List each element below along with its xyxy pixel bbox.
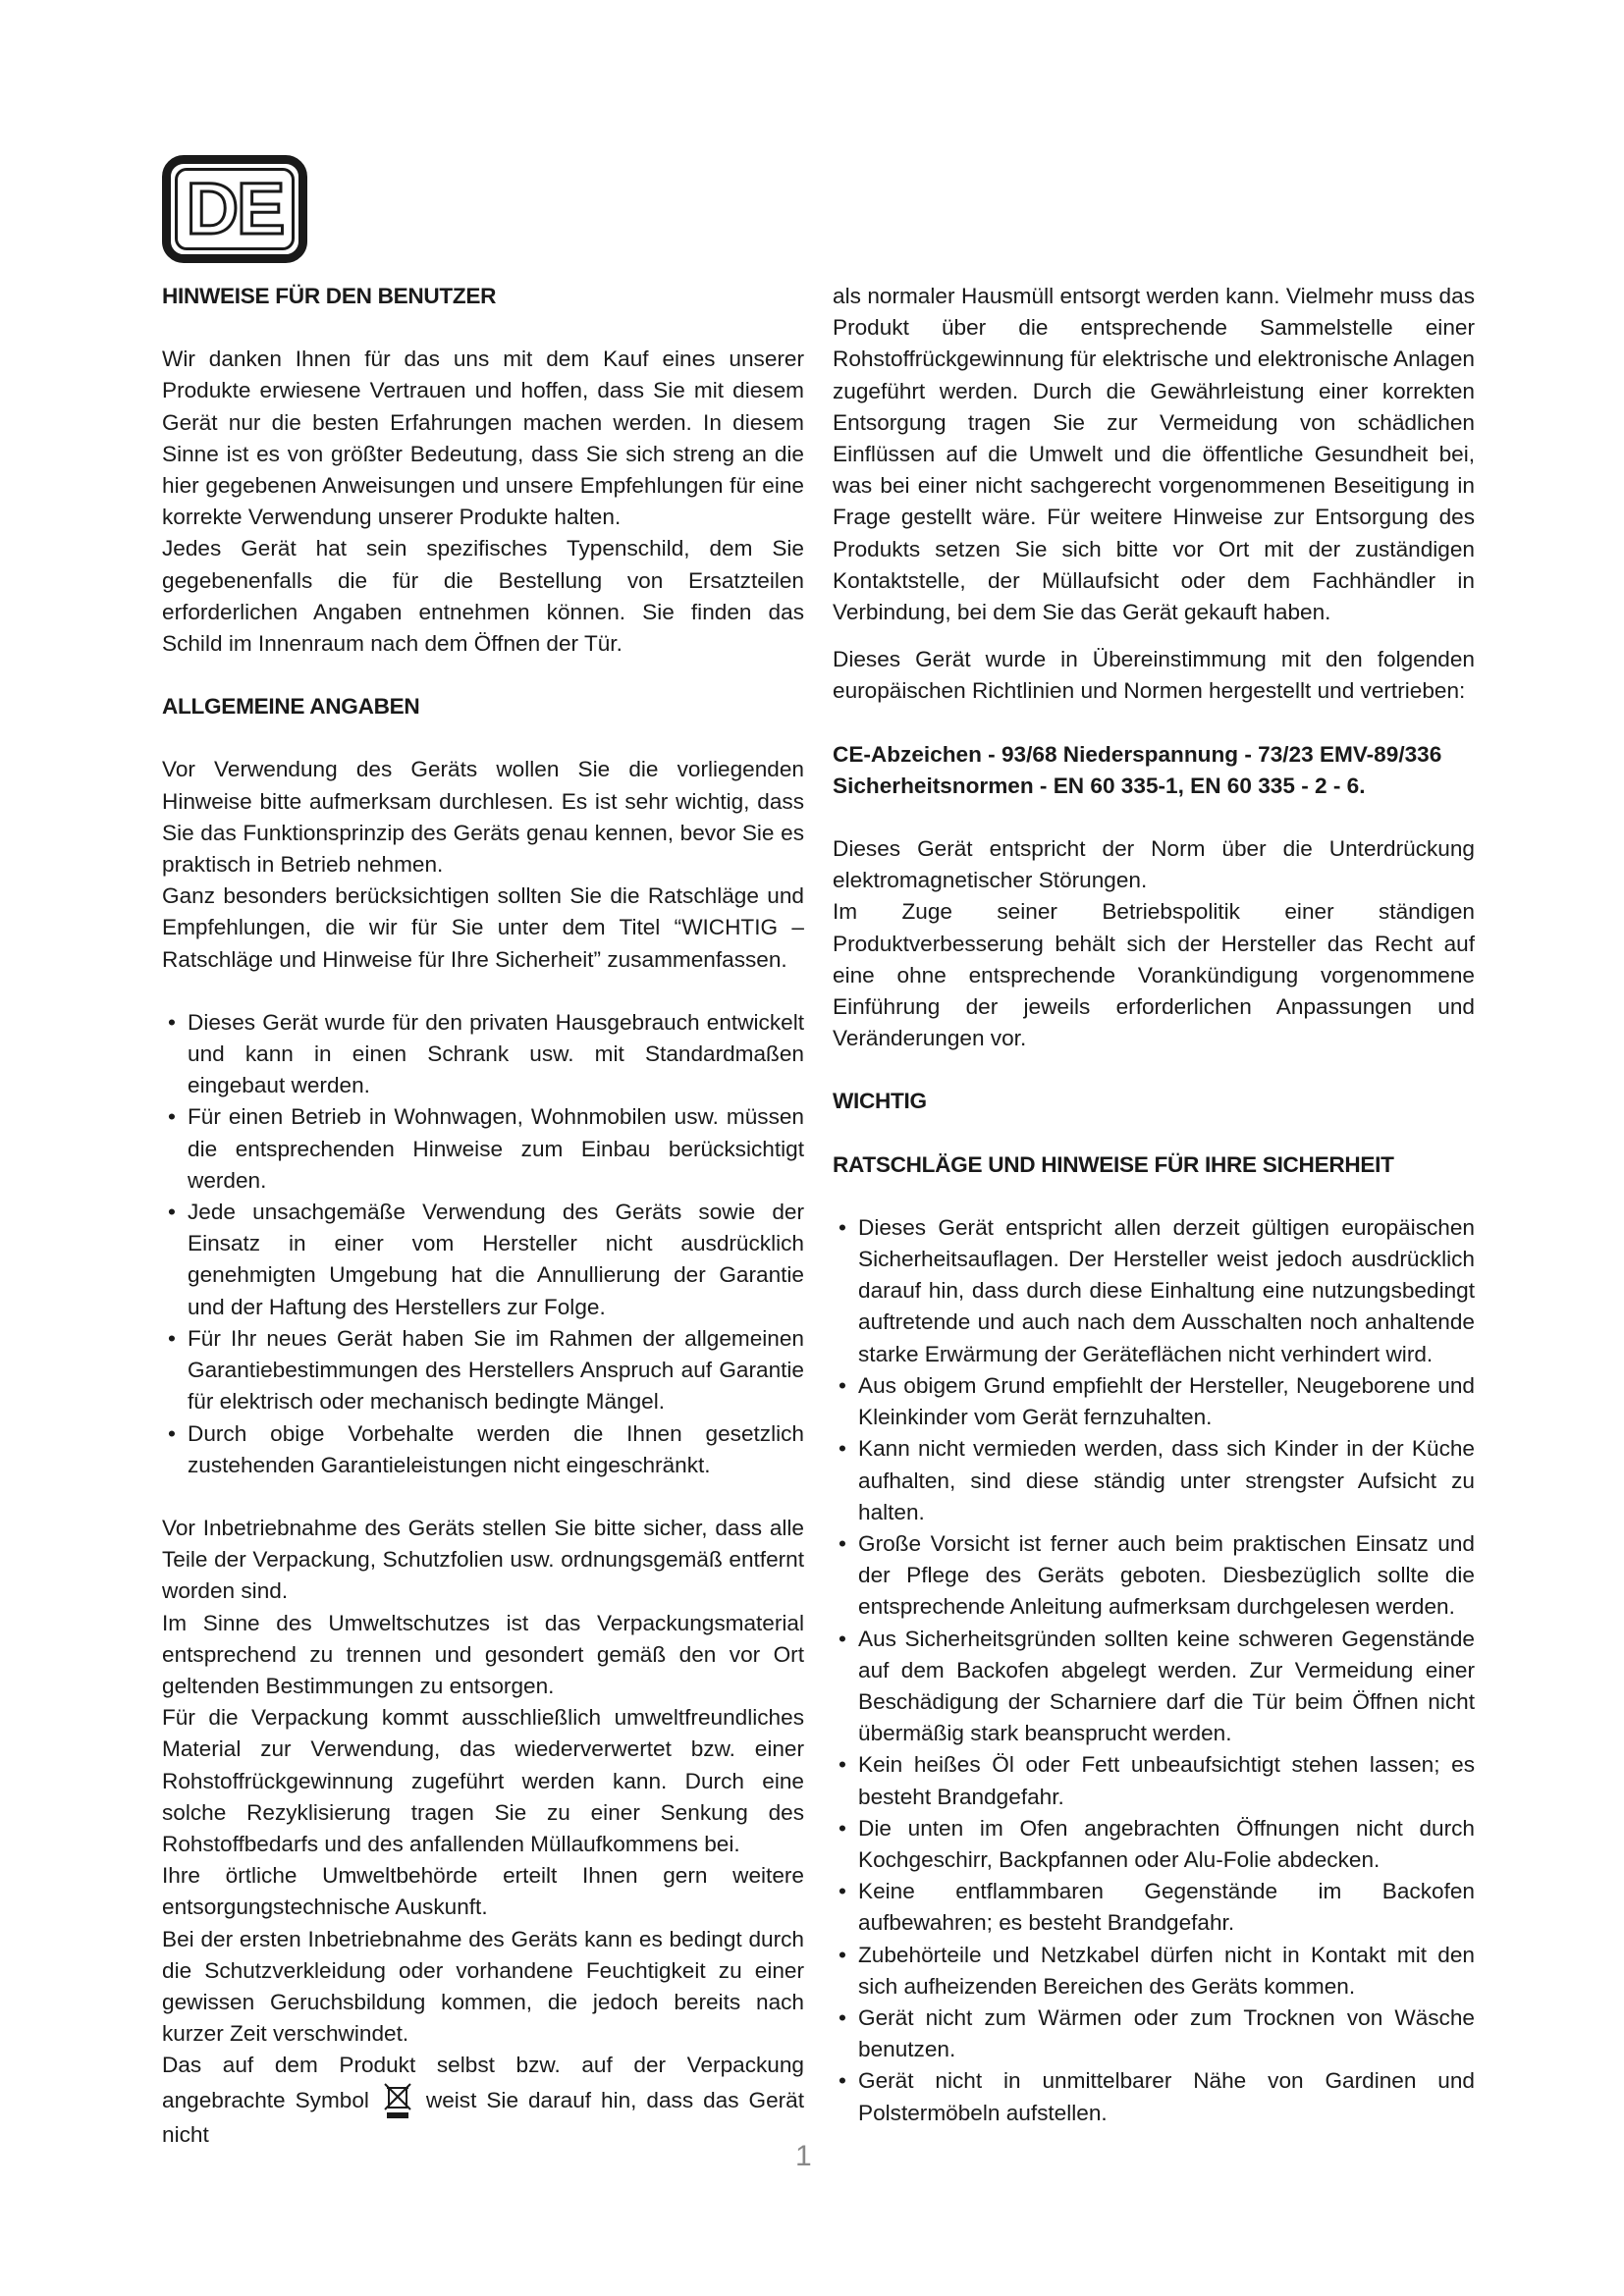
disposal-paragraph: als normaler Hausmüll entsorgt werden kann. Vielmehr muss das Produkt über die entsprechende Sammelstelle einer Rohstoffrückgewinnung für elektrische und elektronische Anlagen zugeführt werden. Durch die Gewährleistung einer korrekten Entsorgung tragen Sie zur Vermeidung von schädlichen Einflüssen auf die Umwelt und die öffentliche Gesundheit bei, was bei einer nicht sachgerecht vorgenommenen Beseitigung in Frage gestellt wäre. Für weitere Hinweise zur Entsorgung des Produkts setzen Sie sich bitte vor Ort mit der zuständigen Kontaktstelle, der Müllaufsicht oder dem Fachhändler in Verbindung, bei dem Sie das Gerät gekauft haben. [833, 284, 1475, 625]
list-item: • Durch obige Vorbehalte werden die Ihnen gesetzlich zustehenden Garantieleistungen nicht eingeschränkt. [162, 1418, 804, 1481]
packaging-paragraph-1: Vor Inbetriebnahme des Geräts stellen Sie bitte sicher, dass alle Teile der Verpackung, Schutzfolien usw. ordnungsgemäß entfernt worden sind. [162, 1515, 804, 1604]
list-item: • Dieses Gerät entspricht allen derzeit gültigen europäischen Sicherheitsauflagen. Der Hersteller weist jedoch ausdrücklich darauf hin, dass durch diese Einhaltung eine nutzungsbedingt auftretende und auch nach dem Ausschalten noch anhaltende starke Erwärmung der Geräteflächen nicht verhindert wird. [833, 1212, 1475, 1370]
list-item: • Kann nicht vermieden werden, dass sich Kinder in der Küche aufhalten, sind diese ständig unter strengster Aufsicht zu halten. [833, 1433, 1475, 1528]
list-item: • Große Vorsicht ist ferner auch beim praktischen Einsatz und der Pflege des Geräts geboten. Diesbezüglich sollte die entsprechende Anleitung aufmerksam durchgelesen werden. [833, 1528, 1475, 1624]
packaging-paragraph-3: Für die Verpackung kommt ausschließlich umweltfreundliches Material zur Verwendung, das wiederverwertet bzw. einer Rohstoffrückgewinnung zugeführt werden kann. Durch eine solche Rezyklisierung tragen Sie zu einer Senkung des Rohstoffbedarfs und des anfallenden Müllaufkommens bei. [162, 1705, 804, 1856]
ce-standards-line-1: CE-Abzeichen - 93/68 Niederspannung - 73/23 EMV-89/336 [833, 741, 1442, 767]
heading-general-info: ALLGEMEINE ANGABEN [162, 694, 420, 720]
general-paragraph-1: Vor Verwendung des Geräts wollen Sie die vorliegenden Hinweise bitte aufmerksam durchlesen. Es ist sehr wichtig, dass Sie das Funktionsprinzip des Geräts genau kennen, bevor Sie es praktisch in Betrieb nehmen. [162, 757, 804, 878]
list-item: • Zubehörteile und Netzkabel dürfen nicht in Kontakt mit den sich aufheizenden Bereichen des Geräts kommen. [833, 1940, 1475, 2002]
general-paragraph-2: Ganz besonders berücksichtigen sollten Sie die Ratschläge und Empfehlungen, die wir für Sie unter dem Titel “WICHTIG – Ratschläge und Hinweise für Ihre Sicherheit” zusammenfassen. [162, 883, 804, 972]
list-item: • Gerät nicht in unmittelbarer Nähe von Gardinen und Polstermöbeln aufstellen. [833, 2065, 1475, 2128]
list-item: • Jede unsachgemäße Verwendung des Geräts sowie der Einsatz in einer vom Hersteller nicht ausdrücklich genehmigten Umgebung hat die Annullierung der Garantie und der Haftung des Herstellers zur Folge. [162, 1197, 804, 1323]
heading-user-notes: HINWEISE FÜR DEN BENUTZER [162, 284, 497, 308]
right-column [833, 281, 1475, 2129]
intro-paragraph-1: Wir danken Ihnen für das uns mit dem Kauf eines unserer Produkte erwiesene Vertrauen und hoffen, dass Sie mit diesem Gerät nur die besten Erfahrungen machen werden. In diesem Sinne ist es von größter Bedeutung, dass Sie sich streng an die hier gegebenen Anweisungen und unsere Empfehlungen für eine korrekte Verwendung unserer Produkte halten. [162, 347, 804, 530]
list-item: • Aus Sicherheitsgründen sollten keine schweren Gegenstände auf dem Backofen abgelegt werden. Zur Vermeidung einer Beschädigung der Scharniere darf die Tür beim Öffnen nicht übermäßig stark beansprucht werden. [833, 1624, 1475, 1750]
language-badge [162, 155, 307, 263]
list-item: • Kein heißes Öl oder Fett unbeaufsichtigt stehen lassen; es besteht Brandgefahr. [833, 1749, 1475, 1812]
emv-paragraph: Dieses Gerät entspricht der Norm über die Unterdrückung elektromagnetischer Störungen. [833, 836, 1475, 893]
page-number: 1 [795, 2140, 812, 2172]
heading-safety-tips: RATSCHLÄGE UND HINWEISE FÜR IHRE SICHERHEIT [833, 1151, 1394, 1177]
packaging-paragraph-2: Im Sinne des Umweltschutzes ist das Verpackungsmaterial entsprechend zu trennen und gesondert gemäß den vor Ort geltenden Bestimmungen zu entsorgen. [162, 1610, 804, 1698]
heading-important: WICHTIG [833, 1089, 927, 1114]
policy-paragraph: Im Zuge seiner Betriebspolitik einer ständigen Produktverbesserung behält sich der Hersteller das Recht auf eine ohne entsprechende Vorankündigung vorgenommene Einführung der jeweils erforderlichen Anpassungen und Veränderungen vor. [833, 899, 1475, 1051]
weee-symbol-paragraph: Das auf dem Produkt selbst bzw. auf der Verpackung angebrachte Symbol weist Sie darauf hin, dass das Gerät nicht [162, 2053, 805, 2147]
list-item: • Keine entflammbaren Gegenstände im Backofen aufbewahren; es besteht Brandgefahr. [833, 1876, 1475, 1939]
list-item: • Für einen Betrieb in Wohnwagen, Wohnmobilen usw. müssen die entsprechenden Hinweise zum Einbau berücksichtigt werden. [162, 1101, 804, 1197]
safety-bullet-list [833, 1212, 1475, 2129]
packaging-paragraph-5: Bei der ersten Inbetriebnahme des Geräts kann es bedingt durch die Schutzverkleidung oder vorhandene Feuchtigkeit zu einer gewissen Geruchsbildung kommen, die jedoch bereits nach kurzer Zeit verschwindet. [162, 1926, 804, 2047]
general-bullet-list [162, 1007, 804, 1481]
crossed-bin-icon [383, 2082, 412, 2119]
list-item: • Dieses Gerät wurde für den privaten Hausgebrauch entwickelt und kann in einen Schrank usw. mit Standardmaßen eingebaut werden. [162, 1007, 804, 1102]
list-item: • Aus obigem Grund empfiehlt der Hersteller, Neugeborene und Kleinkinder vom Gerät fernzuhalten. [833, 1370, 1475, 1433]
list-item: • Die unten im Ofen angebrachten Öffnungen nicht durch Kochgeschirr, Backpfannen oder Alu-Folie abdecken. [833, 1813, 1475, 1876]
intro-paragraph-2: Jedes Gerät hat sein spezifisches Typenschild, dem Sie gegebenenfalls die für die Bestellung von Ersatzteilen erforderlichen Angaben entnehmen können. Sie finden das Schild im Innenraum nach dem Öffnen der Tür. [162, 536, 804, 657]
list-item: • Gerät nicht zum Wärmen oder zum Trocknen von Wäsche benutzen. [833, 2002, 1475, 2065]
packaging-paragraph-4: Ihre örtliche Umweltbehörde erteilt Ihnen gern weitere entsorgungstechnische Auskunft. [162, 1863, 804, 1920]
conformity-paragraph: Dieses Gerät wurde in Übereinstimmung mit den folgenden europäischen Richtlinien und Normen hergestellt und vertrieben: [833, 647, 1475, 704]
list-item: • Für Ihr neues Gerät haben Sie im Rahmen der allgemeinen Garantiebestimmungen des Herstellers Anspruch auf Garantie für elektrisch oder mechanisch bedingte Mängel. [162, 1323, 804, 1418]
left-column [162, 281, 804, 2151]
language-badge-label: DE [186, 168, 284, 249]
ce-standards-line-2: Sicherheitsnormen - EN 60 335-1, EN 60 335 - 2 - 6. [833, 773, 1366, 798]
